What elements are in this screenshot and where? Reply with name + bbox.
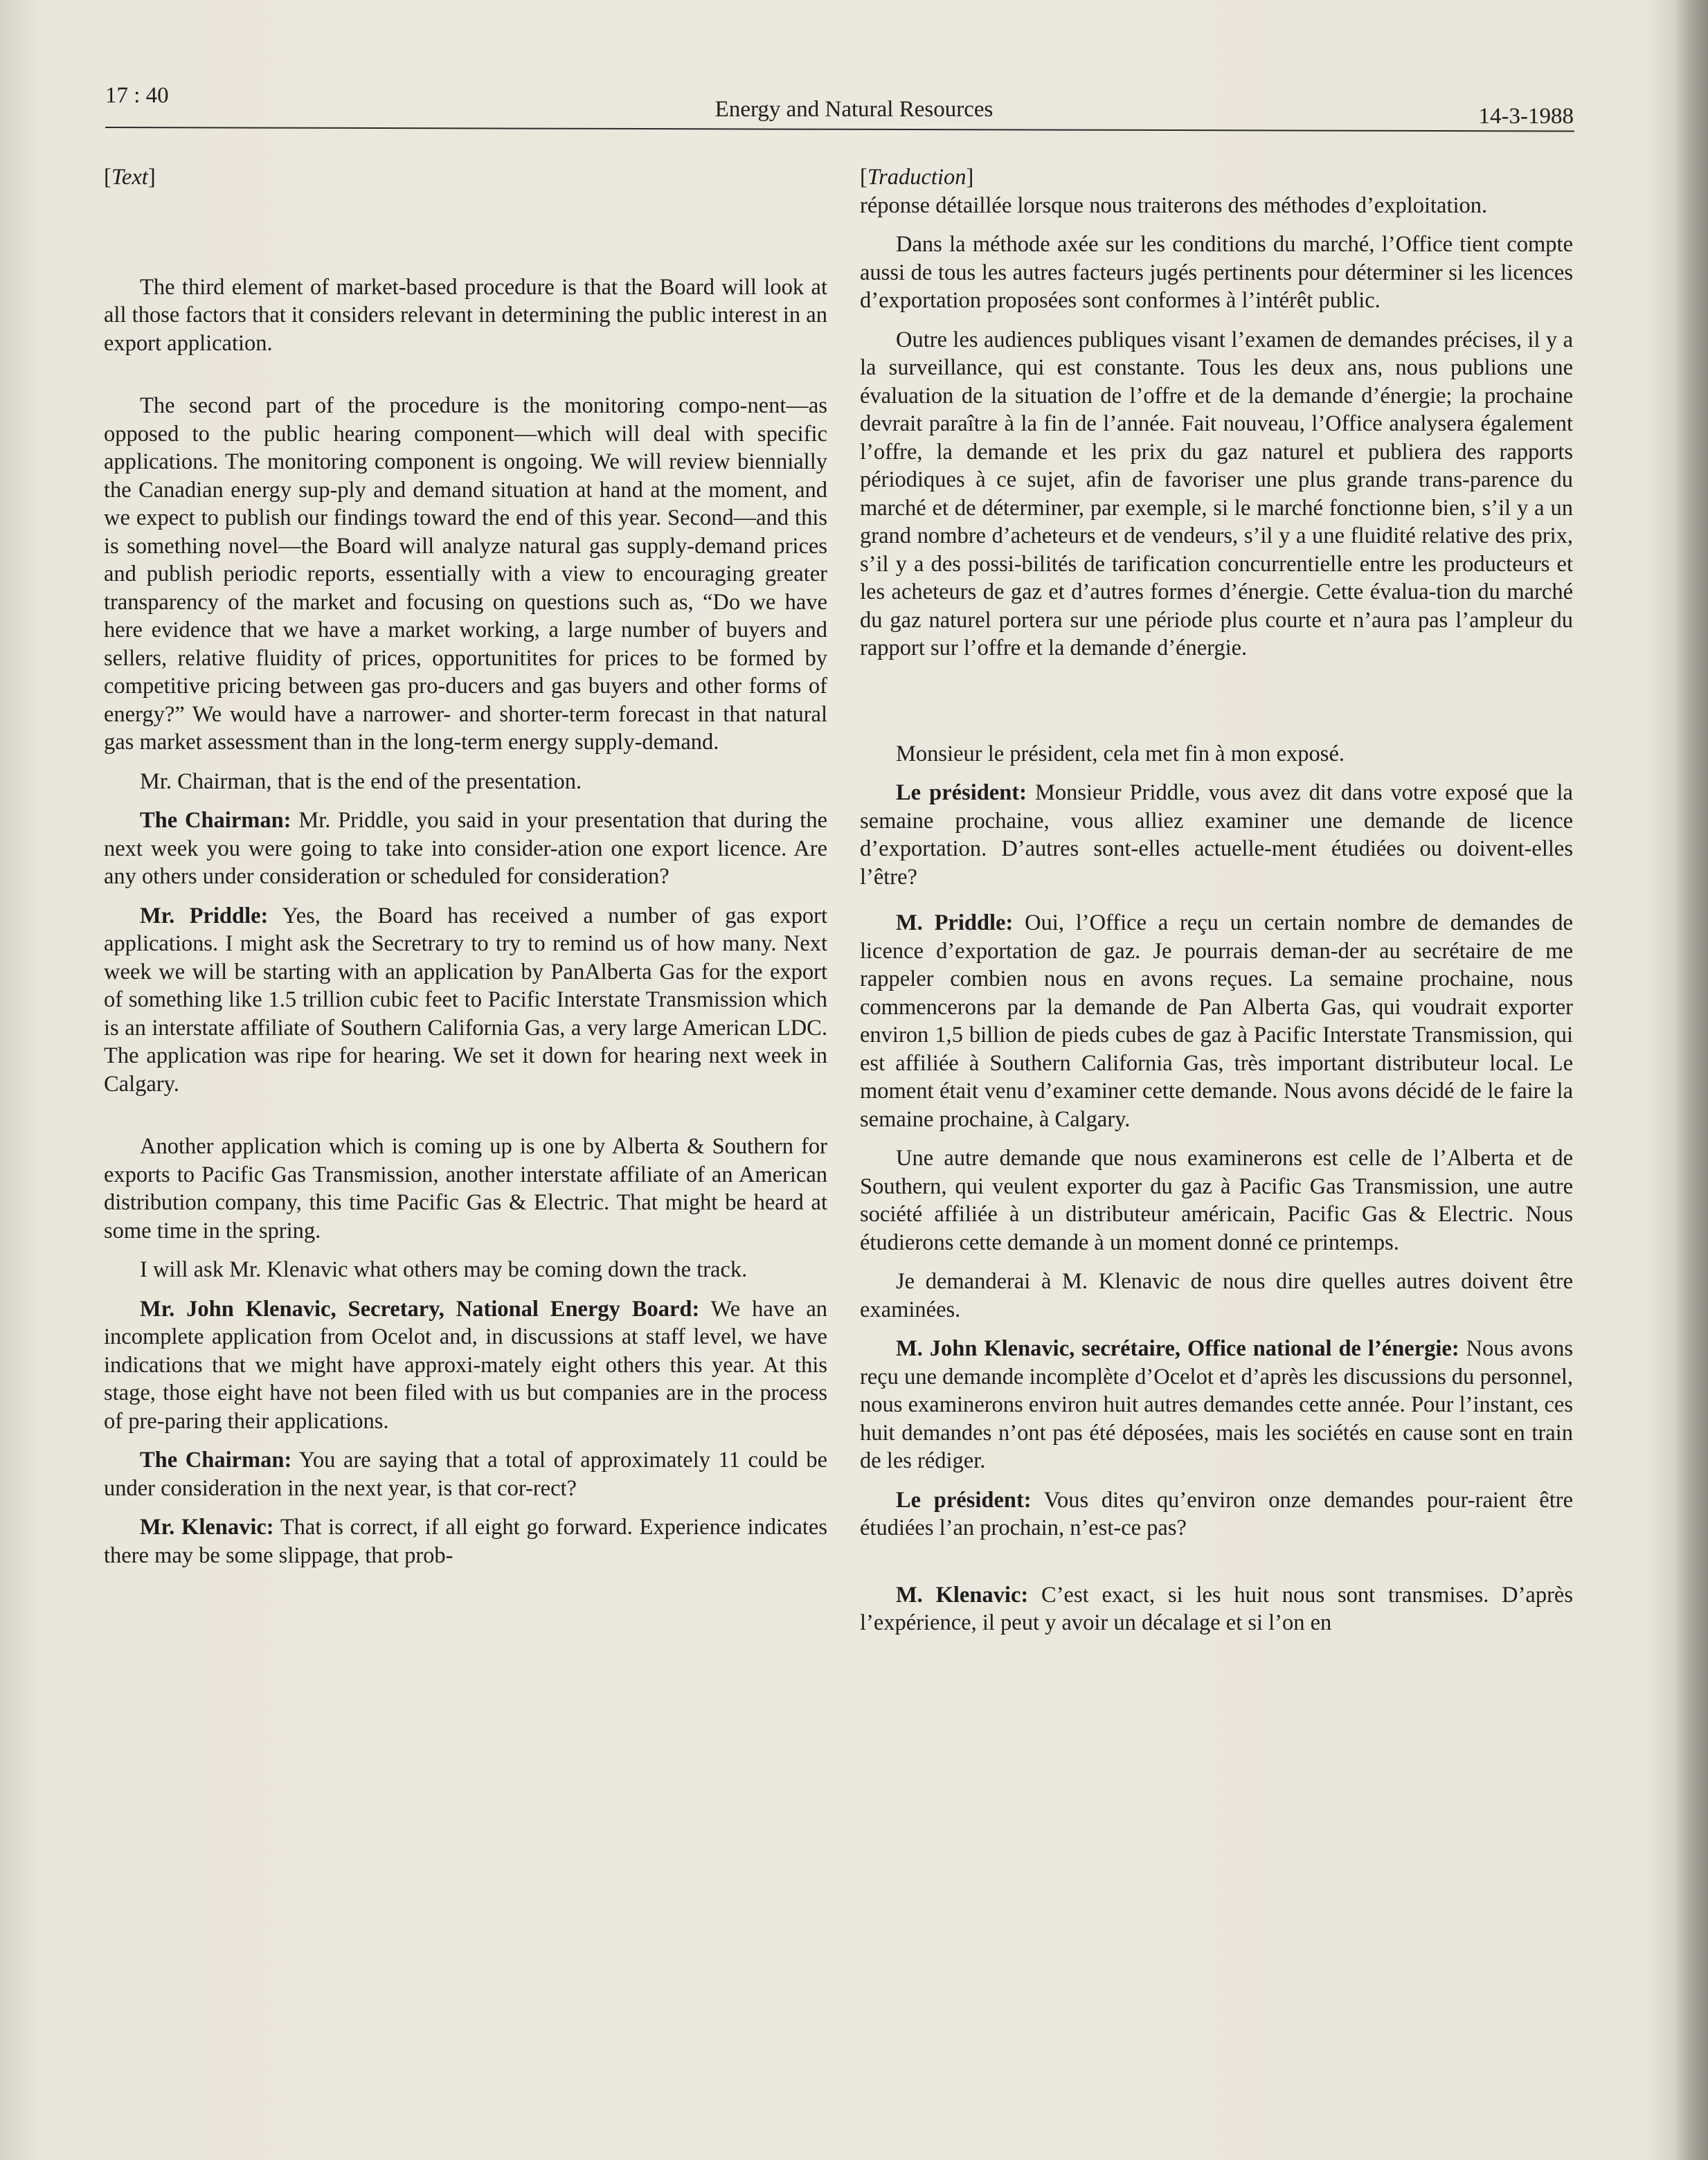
- speech-text: Monsieur Priddle, vous avez dit dans votre exposé que la semaine prochaine, vous alliez examiner une demande de licence d’exportation. D’autres sont-elles actuelle-ment étudiées ou doivent-elles l’être?: [860, 780, 1573, 890]
- speech-text: Mr. Priddle, you said in your presentation that during the next week you were going to take into consider-ation one export licence. Are any others under consideration or scheduled for consideration?: [104, 808, 827, 889]
- paragraph: I will ask Mr. Klenavic what others may be coming down the track.: [140, 1257, 748, 1282]
- header-date: 14-3-1988: [1478, 104, 1574, 129]
- paragraph: Je demanderai à M. Klenavic de nous dire quelles autres doivent être examinées.: [860, 1269, 1573, 1322]
- paragraph: Outre les audiences publiques visant l’examen de demandes précises, il y a la surveillance, qui est constante. Tous les deux ans, nous publions une évaluation de la situation de l’offre et de la demande d’énergie; la prochaine devrait paraître à la fin de l’année. Fait nouveau, l’Office analysera également l’offre, la demande et les prix du gaz naturel et publiera des rapports périodiques à ce sujet, afin de favoriser une plus grande trans-parence du marché et de déterminer, par exemple, si le marché fonctionne bien, s’il y a un grand nombre d’acheteurs et de vendeurs, s’il y a une fluidité relative des prix, s’il y a des possi-bilités de tarification concurrentielle entre les producteurs et les acheteurs de gaz et d’autres formes d’énergie. Cette évalua-tion du marché du gaz naturel portera sur une période plus courte et n’aura pas l’ampleur du rapport sur l’offre et la demande d’énergie.: [860, 327, 1573, 660]
- speaker-name: Le président:: [896, 1487, 1032, 1513]
- english-label-text: Text: [111, 165, 148, 190]
- speaker-paragraph: [104, 1446, 827, 1502]
- speaker-name: M. Klenavic:: [896, 1582, 1029, 1608]
- speaker-paragraph: [860, 1486, 1573, 1542]
- speaker-name: Mr. Klenavic:: [140, 1515, 274, 1540]
- speaker-name: M. John Klenavic, secrétaire, Office national de l’énergie:: [896, 1336, 1459, 1361]
- speech-text: Yes, the Board has received a number of gas export applications. I might ask the Secretrary to try to remind us of how many. Next week we will be starting with an application by PanAlberta Gas for the export of something like 1.5 trillion cubic feet to Pacific Interstate Transmission which is an interstate affiliate of Southern California Gas, a very large American LDC. The application was ripe for hearing. We set it down for hearing next week in Calgary.: [104, 903, 827, 1097]
- speaker-name: M. Priddle:: [896, 910, 1014, 935]
- paragraph: The second part of the procedure is the monitoring compo-nent—as opposed to the public hearing component—which will deal with specific applications. The monitoring component is ongoing. We will review biennially the Canadian energy sup-ply and demand situation at hand at the moment, and we expect to publish our findings toward the end of this year. Second—and this is something novel—the Board will analyze natural gas supply-demand prices and publish periodic reports, essentially with a view to encouraging greater transparency of the market and focusing on questions such as, “Do we have here evidence that we have a market working, a large number of buyers and sellers, relative fluidity of prices, opportunitites for prices to be formed by competitive pricing between gas pro-ducers and gas buyers and other forms of energy?” We would have a narrower- and shorter-term forecast in that natural gas market assessment than in the long-term energy supply-demand.: [104, 393, 827, 755]
- paragraph: The third element of market-based procedure is that the Board will look at all those factors that it considers relevant in determining the public interest in an export application.: [104, 274, 827, 356]
- speech-text: Oui, l’Office a reçu un certain nombre de demandes de licence d’exportation de gaz. Je pourrais deman-der au secrétaire de me rappeler combien nous en avons reçues. La semaine prochaine, nous commencerons par la demande de Pan Alberta Gas, qui voudrait exporter environ 1,5 billion de pieds cubes de gaz à Pacific Interstate Transmission, qui est affiliée à Southern California Gas, très important distributeur local. Le moment était venu d’examiner cette demande. Nous avons décidé de le faire la semaine prochaine, à Calgary.: [860, 910, 1573, 1132]
- paragraph: Une autre demande que nous examinerons est celle de l’Alberta et de Southern, qui veulent exporter du gaz à Pacific Gas Transmission, une autre société affiliée à un distributeur américain, Pacific Gas & Electric. Nous étudierons cette demande à un moment donné ce printemps.: [860, 1146, 1573, 1255]
- speaker-paragraph: [860, 779, 1573, 891]
- paragraph: Mr. Chairman, that is the end of the presentation.: [140, 768, 582, 794]
- speech-text: C’est exact, si les huit nous sont transmises. D’après l’expérience, il peut y avoir un décalage et si l’on en: [860, 1582, 1574, 1635]
- page-binding-shadow: [1675, 0, 1708, 2160]
- french-column: [860, 163, 1573, 1637]
- speaker-paragraph: [104, 807, 827, 891]
- speech-text: Nous avons reçu une demande incomplète d’Ocelot et d’après les discussions du personnel, nous examinerons environ huit autres demandes cette année. Pour l’instant, ces huit demandes n’ont pas été déposées, mais les sociétés en cause sont en train de les rédiger.: [860, 1336, 1573, 1473]
- paragraph: réponse détaillée lorsque nous traiterons des méthodes d’exploitation.: [860, 192, 1488, 218]
- speaker-paragraph: [104, 1295, 827, 1436]
- speech-text: That is correct, if all eight go forward. Experience indicates there may be some slippage, that prob-: [104, 1515, 827, 1568]
- french-label-text: Traduction: [867, 165, 967, 190]
- speech-text: You are saying that a total of approximately 11 could be under consideration in the next year, is that cor-rect?: [104, 1448, 828, 1501]
- paragraph: Monsieur le président, cela met fin à mon exposé.: [896, 741, 1345, 766]
- french-label: [Traduction]: [860, 165, 974, 190]
- paragraph: Dans la méthode axée sur les conditions du marché, l’Office tient compte aussi de tous les autres facteurs jugés pertinents pour déterminer si les licences d’exportation proposées sont conformes à l’intérêt public.: [860, 232, 1573, 313]
- speaker-paragraph: [860, 1581, 1573, 1637]
- speaker-name: Le président:: [896, 780, 1027, 805]
- speech-text: We have an incomplete application from Ocelot and, in discussions at staff level, we have indications that we might have approxi-mately eight others this year. At this stage, those eight have not been filed with us but companies are in the process of pre-paring their applications.: [104, 1296, 828, 1434]
- speaker-paragraph: [860, 909, 1573, 1133]
- speaker-paragraph: [860, 1335, 1573, 1475]
- english-label: [Text]: [104, 165, 156, 190]
- paragraph: Another application which is coming up is one by Alberta & Southern for exports to Pacific Gas Transmission, another interstate affiliate of an American distribution company, this time Pacific Gas & Electric. That might be heard at some time in the spring.: [104, 1134, 827, 1243]
- speaker-name: The Chairman:: [140, 1448, 292, 1473]
- speech-text: Vous dites qu’environ onze demandes pour-raient être étudiées l’an prochain, n’est-ce pas?: [860, 1487, 1573, 1540]
- speaker-name: The Chairman:: [140, 808, 291, 833]
- english-column: [104, 163, 827, 1569]
- page-number: 17 : 40: [105, 83, 169, 108]
- speaker-paragraph: [104, 1513, 827, 1569]
- speaker-paragraph: [104, 902, 827, 1099]
- running-title: Energy and Natural Resources: [714, 97, 994, 122]
- header-rule: [105, 127, 1574, 132]
- speaker-name: Mr. Priddle:: [140, 903, 269, 928]
- speaker-name: Mr. John Klenavic, Secretary, National Energy Board:: [140, 1296, 700, 1322]
